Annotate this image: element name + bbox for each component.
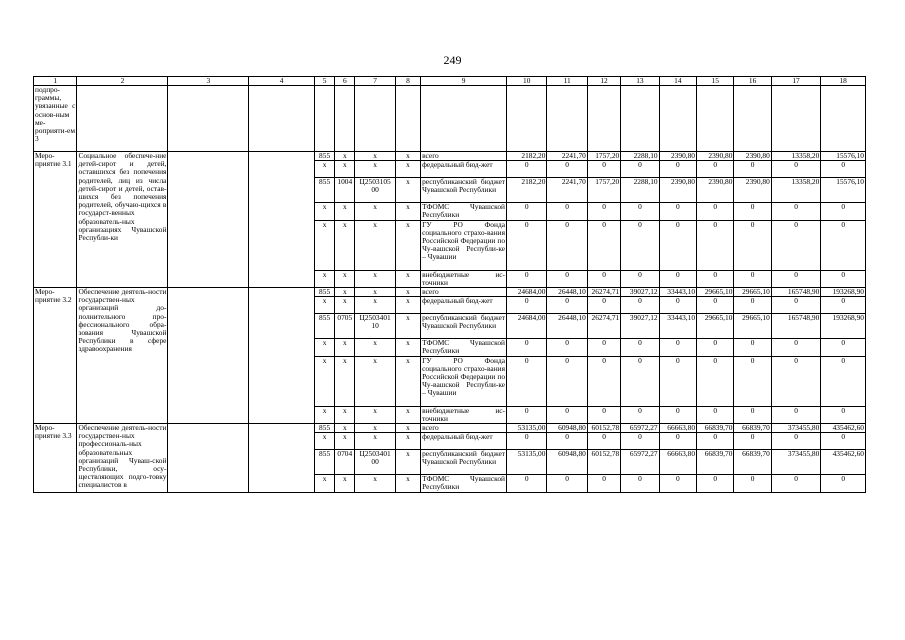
funding-source: федеральный бюд-жет [421, 161, 507, 178]
amount-cell: 0 [697, 297, 734, 314]
amount-cell: 0 [697, 161, 734, 178]
amount-cell: 26448,10 [547, 314, 587, 339]
section-cell: 1004 [335, 178, 355, 203]
amount-cell: 0 [547, 220, 587, 270]
target-article-cell: Ц2503401 00 [355, 450, 395, 475]
target-article-cell: Ц2503105 00 [355, 178, 395, 203]
expense-type-cell: x [395, 270, 420, 287]
expense-type-cell: x [395, 220, 420, 270]
amount-cell: 0 [659, 161, 696, 178]
amount-cell: 0 [697, 406, 734, 423]
funding-source: ГУ РО Фонда социального страхо-вания Российской Федерации по Чу-вашской Республи-ке – Чувашии [421, 220, 507, 270]
empty-cell [77, 86, 168, 152]
target-article-cell: x [355, 152, 395, 161]
amount-cell: 0 [734, 270, 771, 287]
section-cell: x [335, 288, 355, 297]
column-number: 11 [547, 77, 587, 86]
section-cell: x [335, 161, 355, 178]
expense-type-cell: x [395, 314, 420, 339]
amount-cell: 0 [587, 433, 620, 450]
funding-source: ТФОМС Чувашской Республики [422, 474, 506, 492]
amount-cell: 0 [507, 339, 547, 356]
column-number: 16 [734, 77, 771, 86]
amount-cell: 26448,10 [547, 288, 587, 297]
amount-cell: 2241,70 [547, 178, 587, 203]
amount-cell: 29665,10 [734, 314, 771, 339]
amount-cell: 435462,60 [821, 450, 866, 475]
amount-cell: 0 [507, 356, 547, 406]
amount-cell: 66839,70 [697, 450, 734, 475]
funding-source: всего [421, 152, 507, 161]
event-name: Меро-приятие 3.1 [34, 152, 77, 288]
amount-cell: 15576,10 [821, 178, 866, 203]
amount-cell: 193268,90 [821, 314, 866, 339]
expense-type-cell: x [395, 339, 420, 356]
amount-cell: 15576,10 [821, 152, 866, 161]
amount-cell: 0 [821, 297, 866, 314]
event-description: Обеспечение деятель-ности государствен-ных организаций до-полнительного про-фессионального обра-зования Чувашской Республики в сфере здравоохранения [77, 288, 168, 424]
amount-cell: 24684,00 [507, 314, 547, 339]
amount-cell: 1757,20 [587, 152, 620, 161]
code-cell: 855 [315, 450, 335, 475]
target-article-cell: x [355, 356, 395, 406]
amount-cell: 0 [587, 406, 620, 423]
amount-cell: 0 [659, 406, 696, 423]
amount-cell: 2390,80 [734, 178, 771, 203]
amount-cell: 435462,60 [821, 424, 866, 433]
column-number-row [34, 77, 866, 86]
expense-type-cell: x [395, 297, 420, 314]
section-cell: x [335, 220, 355, 270]
table-row [34, 424, 866, 433]
expense-type-cell: x [395, 152, 420, 161]
section-cell: x [335, 475, 355, 492]
amount-cell: 2390,80 [659, 178, 696, 203]
amount-cell: 0 [587, 297, 620, 314]
amount-cell: 33443,10 [659, 314, 696, 339]
target-article-cell: x [355, 339, 395, 356]
amount-cell: 0 [507, 297, 547, 314]
expense-type-cell: x [395, 356, 420, 406]
amount-cell: 60152,78 [587, 424, 620, 433]
funding-source: республиканский бюджет Чувашской Республики [421, 450, 507, 475]
funding-source: внебюджетные ис-точники [422, 406, 506, 423]
amount-cell: 26274,71 [587, 314, 620, 339]
amount-cell: 26274,71 [587, 288, 620, 297]
section-cell: 0704 [335, 450, 355, 475]
target-article-cell: x [355, 270, 395, 287]
expense-type-cell: x [395, 475, 420, 492]
amount-cell: 2390,80 [697, 178, 734, 203]
amount-cell: 0 [821, 203, 866, 220]
funding-source: ТФОМС Чувашской Республики [422, 202, 506, 220]
code-cell: x [315, 297, 335, 314]
code-cell: x [315, 203, 335, 220]
amount-cell: 2390,80 [697, 152, 734, 161]
amount-cell: 0 [734, 339, 771, 356]
amount-cell: 60948,80 [547, 450, 587, 475]
section-cell: x [335, 152, 355, 161]
section-cell: x [335, 356, 355, 406]
target-article-cell: x [355, 433, 395, 450]
amount-cell: 29665,10 [734, 288, 771, 297]
amount-cell: 0 [621, 297, 659, 314]
amount-cell: 193268,90 [821, 288, 866, 297]
amount-cell: 2241,70 [547, 152, 587, 161]
target-article-cell: x [355, 406, 395, 423]
amount-cell: 39027,12 [621, 288, 659, 297]
amount-cell: 2288,10 [621, 152, 659, 161]
amount-cell: 0 [621, 220, 659, 270]
amount-cell: 0 [587, 203, 620, 220]
column-number: 14 [659, 77, 696, 86]
target-article-cell: x [355, 424, 395, 433]
column-number: 17 [771, 77, 821, 86]
amount-cell: 65972,27 [621, 424, 659, 433]
amount-cell: 0 [507, 203, 547, 220]
amount-cell: 2390,80 [734, 152, 771, 161]
amount-cell: 0 [621, 356, 659, 406]
amount-cell: 0 [659, 475, 696, 492]
event-name: Меро-приятие 3.3 [34, 424, 77, 493]
amount-cell: 0 [507, 406, 547, 423]
amount-cell: 373455,80 [771, 450, 821, 475]
amount-cell: 0 [734, 203, 771, 220]
amount-cell: 2390,80 [659, 152, 696, 161]
amount-cell: 0 [659, 339, 696, 356]
amount-cell: 13358,20 [771, 152, 821, 161]
expense-type-cell: x [395, 203, 420, 220]
page-number: 249 [443, 53, 462, 67]
event-description: Социальное обеспече-ние детей-сирот и детей, оставшихся без попечения родителей, лиц из числа детей-сирот и детей, остав-шихся без попечения родителей, обучаю-щихся в государст-венных образователь-ных организациях Чувашской Республи-ки [77, 152, 168, 288]
amount-cell: 53135,00 [507, 424, 547, 433]
column-number: 13 [621, 77, 659, 86]
amount-cell: 0 [734, 406, 771, 423]
amount-cell: 2182,20 [507, 152, 547, 161]
amount-cell: 0 [659, 433, 696, 450]
amount-cell: 66839,70 [734, 450, 771, 475]
amount-cell: 0 [621, 475, 659, 492]
amount-cell: 0 [621, 203, 659, 220]
empty-cell [249, 86, 315, 152]
empty-cell [168, 288, 249, 424]
empty-cell [507, 86, 547, 152]
amount-cell: 29665,10 [697, 314, 734, 339]
amount-cell: 0 [697, 433, 734, 450]
amount-cell: 0 [821, 356, 866, 406]
section-cell: x [335, 433, 355, 450]
funding-source: ГУ РО Фонда социального страхо-вания Российской Федерации по Чу-вашской Республи-ке – Чувашии [421, 356, 507, 406]
amount-cell: 0 [587, 475, 620, 492]
expense-type-cell: x [395, 288, 420, 297]
column-number: 4 [249, 77, 315, 86]
code-cell: 855 [315, 314, 335, 339]
expense-type-cell: x [395, 406, 420, 423]
amount-cell: 0 [547, 339, 587, 356]
amount-cell: 0 [587, 339, 620, 356]
amount-cell: 0 [697, 203, 734, 220]
amount-cell: 0 [697, 356, 734, 406]
amount-cell: 13358,20 [771, 178, 821, 203]
amount-cell: 0 [507, 270, 547, 287]
empty-cell [547, 86, 587, 152]
amount-cell: 39027,12 [621, 314, 659, 339]
amount-cell: 66663,80 [659, 424, 696, 433]
amount-cell: 2182,20 [507, 178, 547, 203]
column-number: 12 [587, 77, 620, 86]
section-cell: x [335, 270, 355, 287]
amount-cell: 0 [659, 270, 696, 287]
section-cell: x [335, 203, 355, 220]
expense-type-cell: x [395, 161, 420, 178]
code-cell: x [315, 339, 335, 356]
amount-cell: 0 [697, 220, 734, 270]
code-cell: 855 [315, 152, 335, 161]
amount-cell: 0 [734, 433, 771, 450]
empty-cell [168, 152, 249, 288]
amount-cell: 0 [587, 270, 620, 287]
amount-cell: 0 [771, 203, 821, 220]
amount-cell: 0 [734, 475, 771, 492]
amount-cell: 0 [621, 270, 659, 287]
section-cell: x [335, 297, 355, 314]
amount-cell: 24684,00 [507, 288, 547, 297]
amount-cell: 0 [771, 297, 821, 314]
expense-type-cell: x [395, 424, 420, 433]
amount-cell: 0 [771, 270, 821, 287]
amount-cell: 0 [621, 433, 659, 450]
amount-cell: 0 [821, 220, 866, 270]
empty-cell [249, 288, 315, 424]
section-cell: 0705 [335, 314, 355, 339]
amount-cell: 0 [547, 161, 587, 178]
funding-source: республиканский бюджет Чувашской Республики [421, 314, 507, 339]
amount-cell: 373455,80 [771, 424, 821, 433]
amount-cell: 53135,00 [507, 450, 547, 475]
budget-table [33, 76, 866, 493]
target-article-cell: Ц2503401 10 [355, 314, 395, 339]
amount-cell: 2288,10 [621, 178, 659, 203]
amount-cell: 0 [697, 475, 734, 492]
amount-cell: 0 [734, 220, 771, 270]
event-description: Обеспечение деятель-ности государствен-ных профессиональ-ных образовательных организаций Чуваш-ской Республики, осу-ществляющих подго-товку специалистов в [77, 424, 168, 493]
amount-cell: 0 [547, 203, 587, 220]
continuation-row [34, 86, 866, 152]
empty-cell [697, 86, 734, 152]
amount-cell: 0 [771, 475, 821, 492]
amount-cell: 0 [547, 297, 587, 314]
amount-cell: 0 [507, 475, 547, 492]
section-cell: x [335, 424, 355, 433]
empty-cell [821, 86, 866, 152]
empty-cell [168, 424, 249, 493]
amount-cell: 0 [547, 433, 587, 450]
code-cell: x [315, 270, 335, 287]
amount-cell: 0 [621, 161, 659, 178]
amount-cell: 0 [771, 220, 821, 270]
empty-cell [659, 86, 696, 152]
amount-cell: 0 [734, 356, 771, 406]
funding-source: всего [421, 288, 507, 297]
target-article-cell: x [355, 220, 395, 270]
amount-cell: 0 [587, 356, 620, 406]
funding-source: федеральный бюд-жет [421, 433, 507, 450]
empty-cell [168, 86, 249, 152]
empty-cell [734, 86, 771, 152]
amount-cell: 0 [697, 339, 734, 356]
amount-cell: 60152,78 [587, 450, 620, 475]
column-number: 1 [34, 77, 77, 86]
expense-type-cell: x [395, 450, 420, 475]
amount-cell: 0 [734, 297, 771, 314]
empty-cell [621, 86, 659, 152]
amount-cell: 0 [821, 270, 866, 287]
table-row [34, 288, 866, 297]
section-cell: x [335, 406, 355, 423]
target-article-cell: x [355, 475, 395, 492]
target-article-cell: x [355, 297, 395, 314]
funding-source: федеральный бюд-жет [421, 297, 507, 314]
amount-cell: 0 [547, 356, 587, 406]
funding-source: внебюджетные ис-точники [422, 270, 506, 287]
expense-type-cell: x [395, 178, 420, 203]
amount-cell: 0 [659, 203, 696, 220]
amount-cell: 0 [587, 220, 620, 270]
column-number: 15 [697, 77, 734, 86]
column-number: 3 [168, 77, 249, 86]
code-cell: x [315, 433, 335, 450]
amount-cell: 165748,90 [771, 288, 821, 297]
amount-cell: 0 [547, 475, 587, 492]
table-row [34, 152, 866, 161]
amount-cell: 66839,70 [734, 424, 771, 433]
column-number: 5 [315, 77, 335, 86]
amount-cell: 0 [734, 161, 771, 178]
empty-cell [335, 86, 355, 152]
amount-cell: 0 [659, 220, 696, 270]
code-cell: 855 [315, 424, 335, 433]
target-article-cell: x [355, 161, 395, 178]
column-number: 6 [335, 77, 355, 86]
column-number: 18 [821, 77, 866, 86]
amount-cell: 0 [821, 339, 866, 356]
amount-cell: 0 [507, 220, 547, 270]
amount-cell: 0 [547, 270, 587, 287]
amount-cell: 0 [507, 161, 547, 178]
amount-cell: 66839,70 [697, 424, 734, 433]
amount-cell: 66663,80 [659, 450, 696, 475]
column-number: 7 [355, 77, 395, 86]
amount-cell: 60948,80 [547, 424, 587, 433]
amount-cell: 0 [771, 161, 821, 178]
code-cell: x [315, 161, 335, 178]
funding-source: республиканский бюджет Чувашской Республики [421, 178, 507, 203]
amount-cell: 0 [821, 433, 866, 450]
code-cell: x [315, 406, 335, 423]
amount-cell: 0 [771, 356, 821, 406]
section-cell: x [335, 339, 355, 356]
empty-cell [355, 86, 395, 152]
funding-source: всего [421, 424, 507, 433]
empty-cell [587, 86, 620, 152]
amount-cell: 0 [547, 406, 587, 423]
funding-source: ТФОМС Чувашской Республики [422, 338, 506, 356]
empty-cell [395, 86, 420, 152]
amount-cell: 0 [659, 356, 696, 406]
amount-cell: 29665,10 [697, 288, 734, 297]
amount-cell: 165748,90 [771, 314, 821, 339]
column-number: 9 [421, 77, 507, 86]
empty-cell [315, 86, 335, 152]
expense-type-cell: x [395, 433, 420, 450]
amount-cell: 65972,27 [621, 450, 659, 475]
amount-cell: 33443,10 [659, 288, 696, 297]
empty-cell [249, 424, 315, 493]
code-cell: x [315, 220, 335, 270]
empty-cell [421, 86, 507, 152]
column-number: 8 [395, 77, 420, 86]
code-cell: x [315, 475, 335, 492]
amount-cell: 0 [621, 406, 659, 423]
empty-cell [249, 152, 315, 288]
empty-cell [771, 86, 821, 152]
amount-cell: 0 [771, 339, 821, 356]
amount-cell: 0 [821, 161, 866, 178]
amount-cell: 0 [821, 475, 866, 492]
amount-cell: 1757,20 [587, 178, 620, 203]
amount-cell: 0 [587, 161, 620, 178]
target-article-cell: x [355, 288, 395, 297]
code-cell: 855 [315, 288, 335, 297]
amount-cell: 0 [771, 406, 821, 423]
column-number: 10 [507, 77, 547, 86]
amount-cell: 0 [659, 297, 696, 314]
event-name: Меро-приятие 3.2 [34, 288, 77, 424]
amount-cell: 0 [621, 339, 659, 356]
target-article-cell: x [355, 203, 395, 220]
amount-cell: 0 [507, 433, 547, 450]
code-cell: x [315, 356, 335, 406]
amount-cell: 0 [821, 406, 866, 423]
continuation-text: подпро-граммы, увязанные с основ-ным ме-роприяти-ем 3 [34, 86, 77, 152]
amount-cell: 0 [771, 433, 821, 450]
column-number: 2 [77, 77, 168, 86]
amount-cell: 0 [697, 270, 734, 287]
code-cell: 855 [315, 178, 335, 203]
